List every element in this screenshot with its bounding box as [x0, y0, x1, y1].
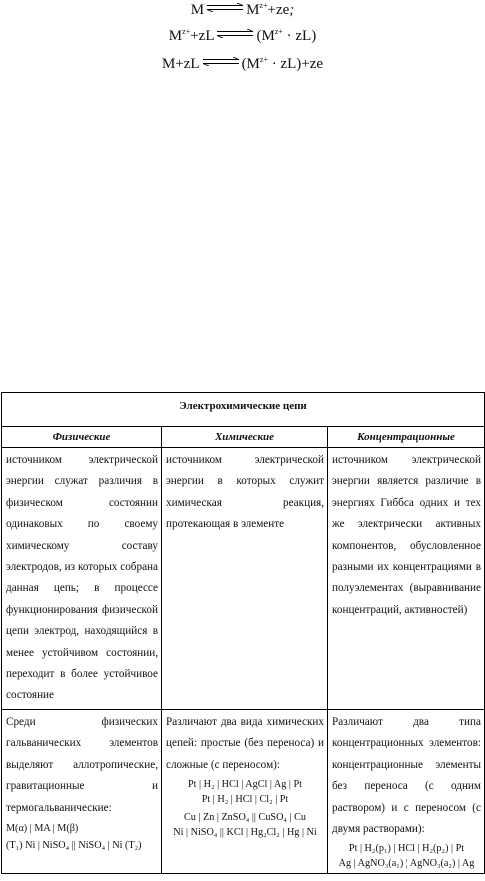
types-concentration — [328, 709, 485, 873]
eq1-rhs-base: M — [246, 2, 260, 18]
scheme-chemical-3: Cu | Zn | ZnSO₄ || CuSO₄ | Cu — [183, 812, 307, 824]
eq3-rhs-tail: · zL)+ze — [267, 56, 324, 72]
eq1-lhs: M — [190, 2, 205, 18]
equation-3 — [0, 55, 485, 73]
eq2-rhs-tail: · zL) — [282, 28, 317, 44]
column-header-chemical: Химические — [162, 427, 328, 448]
equilibrium-arrows-icon — [215, 29, 255, 38]
column-header-concentration: Концентрационные — [328, 427, 485, 448]
eq3-lhs: M+zL — [161, 56, 200, 72]
types-chemical-text: Различают два вида химических цепей: простые (без переноса) и сложные (с переносом): — [166, 715, 324, 771]
equilibrium-arrows-icon — [201, 57, 241, 66]
definition-chemical: источником электрической энергии в которых служит химическая реакция, протекающая в элементе — [162, 448, 328, 710]
eq1-punct: ; — [289, 2, 295, 18]
eq2-rhs-sup: z+ — [274, 27, 283, 36]
types-physical — [2, 709, 162, 873]
scheme-chemical-4: Ni | NiSO₄ || KCl | Hg₂Cl₂ | Hg | Ni — [173, 827, 317, 839]
scheme-concentration-1: Pt | H₂(p₁) | HCl | H₂(p₂) | Pt — [348, 843, 465, 855]
equilibrium-arrows-icon — [205, 3, 245, 12]
types-physical-text: Среди физических гальванических элементов выделяют аллотропические, гравитационные и термогальванические: — [6, 715, 158, 814]
eq2-rhs-open: (M — [256, 28, 275, 44]
eq2-lhs-tail: +zL — [190, 28, 215, 44]
eq2-lhs-base: M — [168, 28, 183, 44]
scheme-chemical-1: Pt | H₂ | HCl | AgCl | Ag | Pt — [188, 779, 302, 791]
table-title: Электрохимические цепи — [2, 393, 485, 427]
scheme-physical-1: M(α) | MA | M(β) — [6, 822, 79, 834]
eq1-rhs-tail: +ze — [267, 2, 290, 18]
definition-concentration: источником электрической энергии является различие в энергиях Гиббса одних и тех же электрически активных компонентов, обусловленное разными их концентрациями в полуэлементах (выравнивание концентраций, активностей) — [328, 448, 485, 710]
eq3-rhs-open: (M — [241, 56, 260, 72]
types-concentration-text: Различают два типа концентрационных элементов: концентрационные элементы без переноса (с одним раствором) и с переносом (с двумя растворами): — [332, 715, 481, 835]
eq1-rhs-sup: z+ — [259, 1, 268, 10]
types-chemical — [162, 709, 328, 873]
scheme-chemical-2: Pt | H₂ | HCl | Cl₂ | Pt — [201, 794, 289, 806]
column-header-physical: Физические — [2, 427, 162, 448]
equation-2 — [0, 27, 485, 45]
definition-physical: источником электрической энергии служат различия в физическом состоянии одинаковых по своему химическому составу электродов, из которых собрана данная цепь; в процессе функционирования физической цепи электрод, находящийся в менее устойчивом состоянии, переходит в более устойчивое состояние — [2, 448, 162, 710]
eq2-lhs-sup: z+ — [182, 27, 191, 36]
eq3-rhs-sup: z+ — [259, 55, 268, 64]
electrochemical-circuits-table — [1, 392, 485, 874]
scheme-concentration-2: Ag | AgNO₃(a₁) ¦ AgNO₃(a₂) | Ag — [338, 858, 475, 870]
equation-1 — [0, 1, 485, 19]
scheme-physical-2: (T₁) Ni | NiSO₄ || NiSO₄ | Ni (T₂) — [6, 839, 142, 851]
